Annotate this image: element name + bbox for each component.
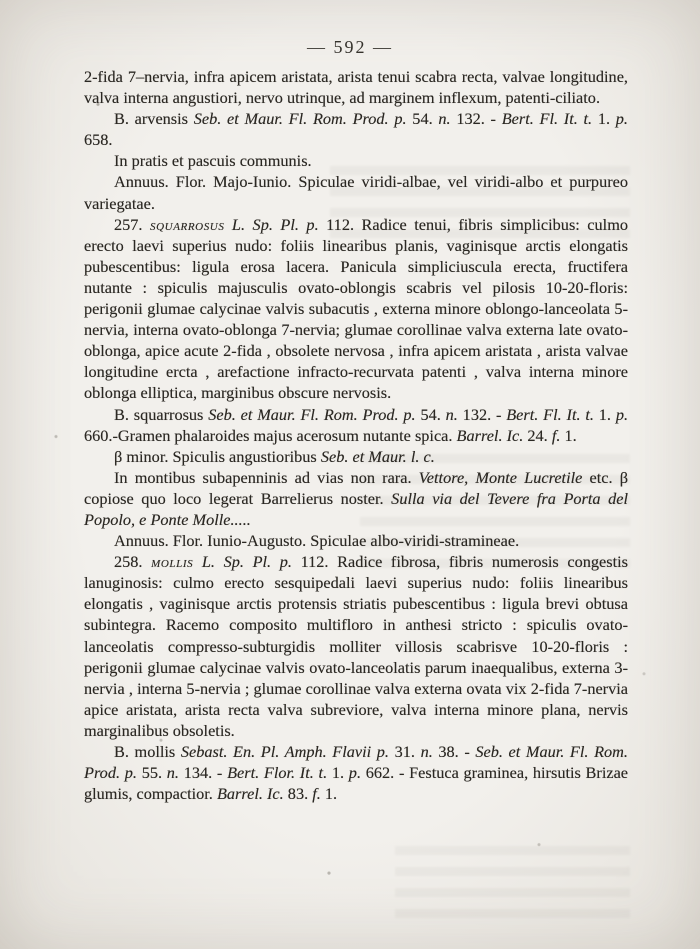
text-run: squarrosus [150,214,225,234]
text-run: n. [445,404,463,424]
text-run: 662. - Festuca graminea, hirsutis Brizae glumis, compactior. [84,763,629,804]
paragraph [84,530,628,551]
text-run: 54. [412,109,439,129]
text-run: 83. [287,784,313,804]
text-run: Vettore, Monte Lucretile [418,467,583,487]
text-run: 258. [114,552,152,572]
text-run: 1. [597,109,616,129]
text-run: Seb. et Maur. Fl. Rom. Prod. p. [84,742,628,783]
text-run: Barrel. Ic. [216,784,288,804]
paragraph [84,446,628,467]
text-run: Bert. Fl. It. t. [501,109,598,129]
text-run: n. [438,109,457,129]
text-run: 1. [331,763,349,783]
text-run: 257. [114,214,150,234]
text-run: p. [615,109,628,129]
text-run: 132. - [456,109,502,129]
text-run: Seb. et Maur. l. c. [320,446,435,466]
text-run: n. [420,742,439,761]
text-run: Sulla via del Tevere fra Porta del Popolo, e Ponte Molle..... [84,488,628,529]
text-run: 658. [84,130,113,150]
text-run: 112. Radice fibrosa, fibris numerosis congestis lanuginosis: culmo erecto sesquipedali laevi superius nudo: foliis linearibus elongatis , vaginisque arctis protensis striatis pubescentibus : ligula brevi obtusa subintegra. Racemo composito multifloro in anthesi stricto : spiculis ovato-lanceolatis compresso-subturgidis molliter villosis scabrisve 10-20-floris : perigonii glumae calycinae valvis ovato-lanceolatis parum inaequalibus, externa 3-nervia , interna 5-nervia ; glumae corollinae valva externa ovata vix 2-fida 7-nervia apice aristata, arista recta valva subreviore, valva interna minore plana, nervis marginalibus obsoletis. [84,552,628,740]
text-run: 24. [527,425,552,445]
text-run: 2-fida 7–nervia, infra apicem aristata, arista tenui scabra recta, valvae longitudine, valva interna angustiori, nervo utrinque, ad marginem inflexum, patenti-ciliato. [84,67,628,108]
text-run: B. squarrosus [114,404,209,424]
paragraph [84,108,628,150]
paragraph [84,741,628,804]
text-run: 31. [394,742,421,761]
page-text [84,66,628,804]
text-run: p. [348,763,366,783]
text-run: Seb. et Maur. Fl. Rom. Prod. p. [193,109,413,129]
text-run: Bert. Fl. It. t. [506,404,599,424]
text-run: β minor. Spiculis angustioribus [114,446,321,466]
page-number: — 592 — [307,37,393,57]
text-run: etc. β copiose quo loco legerat Barrelierus noster. [84,467,628,508]
text-run: Bert. Flor. It. t. [227,763,332,783]
text-run: 112. Radice tenui, fibris simplicibus: culmo erecto laevi superius nudo: foliis linearibus planis, vaginisque arctis elongatis pubescentibus: ligula erosa lacera. Panicula simpliciuscula erecta, fructifera nutante : spiculis majusculis ovato-oblongis scabris vel pilosis 10-20-floris: perigonii glumae calycinae valvis subacutis , externa minore oblongo-lanceolata 5-nervia, interna ovato-oblonga 7-nervia; glumae corollinae valva externa late ovato-oblonga, apice acute 2-fida , obsolete nervosa , infra apicem aristata , arista valvae longitudine ercta , arefactione infracto-recurvata patenti , valva interna minore oblonga elliptica, marginibus obscure nervosis. [84,214,628,403]
text-run: Annuus. Flor. Iunio-Augusto. Spiculae albo-viridi-stramineae. [114,531,520,551]
text-run: Seb. et Maur. Fl. Rom. Prod. p. [208,404,421,424]
text-run: 54. [420,404,446,424]
text-run: n. [166,763,184,783]
text-run: mollis [151,552,194,572]
paragraph [84,171,628,213]
paragraph [84,404,628,446]
text-run: Sebast. En. Pl. Amph. Flavii p. [180,742,395,761]
text-run: 134. - [183,763,228,783]
text-run: L. Sp. Pl. p. [193,552,301,572]
paragraph [84,551,628,741]
text-run: 1. [564,425,577,445]
text-run: 1. [598,404,616,424]
text-run: f. [312,784,325,804]
text-run: f. [551,425,565,445]
text-run: Annuus. Flor. Majo-Iunio. Spiculae viridi-albae, vel viridi-albo et purpureo variegatae. [84,172,628,213]
text-run: 660.-Gramen phalaroides majus acerosum nutante spica. [84,425,457,445]
paragraph [84,467,628,530]
text-run: In montibus subapenninis ad vias non rara. [114,467,419,487]
ink-bleed-through [395,840,630,924]
text-run: 132. - [462,404,507,424]
text-run: B. mollis [114,742,181,761]
text-run: In pratis et pascuis communis. [114,151,312,171]
paragraph [84,66,628,108]
text-run: p. [615,404,629,424]
text-run: L. Sp. Pl. p. [224,214,327,234]
text-run: Barrel. Ic. [456,425,528,445]
paragraph [84,150,628,171]
text-run: B. arvensis [114,109,194,129]
text-run: 1. [324,784,338,804]
paragraph [84,214,628,404]
text-run: 38. - [438,742,476,761]
text-run: 55. [141,763,167,783]
